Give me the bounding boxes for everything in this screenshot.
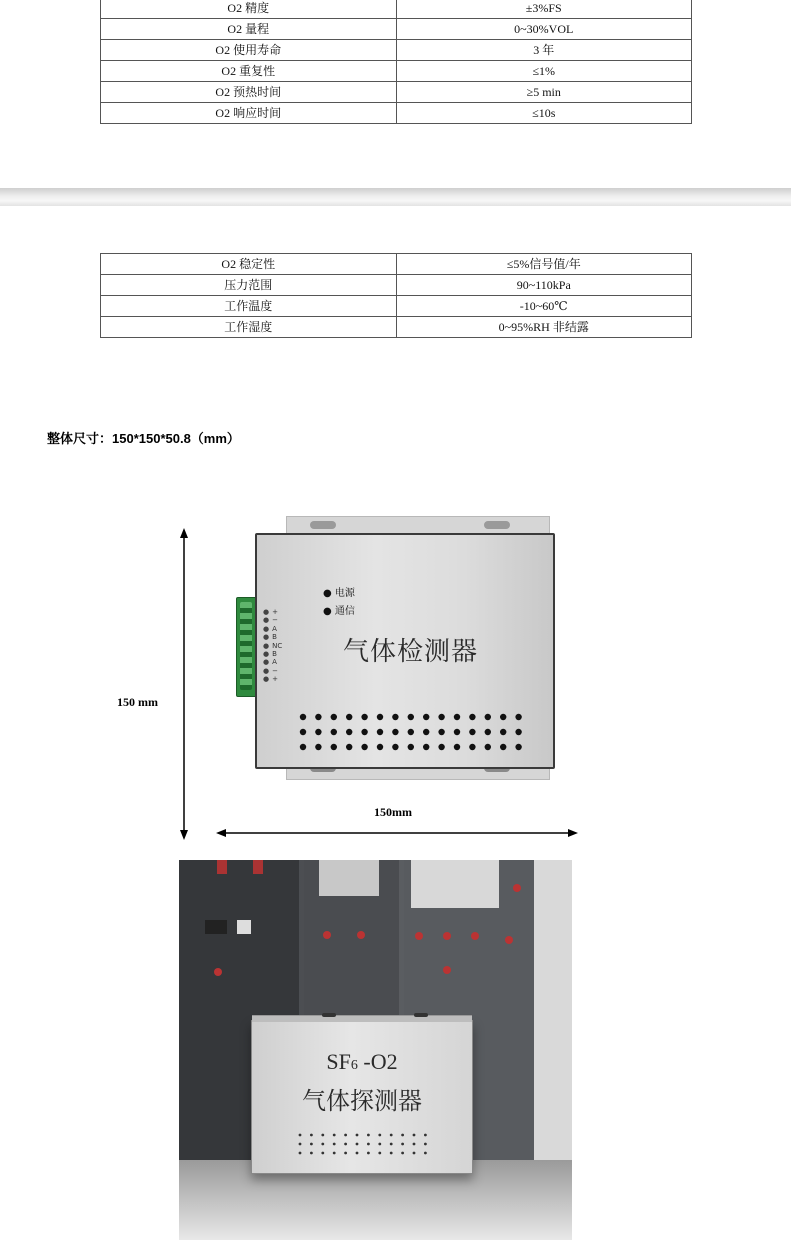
terminal-label: ● B — [263, 650, 277, 659]
mounting-slot — [310, 521, 336, 529]
value-cell: ≥5 min — [396, 82, 692, 103]
vent-hole — [299, 1143, 302, 1146]
vent-hole — [346, 729, 352, 735]
vent-hole — [356, 1143, 359, 1146]
vent-hole — [346, 714, 352, 720]
vent-hole — [344, 1143, 347, 1146]
spec-row — [101, 0, 692, 19]
vent-hole — [377, 714, 383, 720]
spec-row — [101, 82, 692, 103]
vent-hole — [515, 714, 521, 720]
vent-hole — [469, 729, 475, 735]
vent-hole — [367, 1152, 370, 1155]
vent-hole — [401, 1134, 404, 1137]
vent-hole — [390, 1152, 393, 1155]
vent-hole — [408, 729, 414, 735]
terminal-label: ● NC — [263, 641, 283, 650]
photo-device-box — [251, 1020, 473, 1174]
vent-hole — [378, 1134, 381, 1137]
width-arrow — [216, 829, 578, 837]
value-cell: 0~30%VOL — [396, 19, 692, 40]
vent-hole — [315, 714, 321, 720]
value-cell: ≤1% — [396, 61, 692, 82]
vent-hole — [438, 714, 444, 720]
device-body — [255, 533, 555, 769]
vent-hole — [390, 1134, 393, 1137]
param-cell: O2 稳定性 — [101, 254, 397, 275]
device-illustration — [180, 505, 600, 805]
vent-hole — [300, 714, 306, 720]
vent-hole — [500, 744, 506, 750]
vent-hole — [408, 714, 414, 720]
vent-hole — [454, 714, 460, 720]
terminal-labels — [263, 608, 287, 684]
vent-hole — [424, 1143, 427, 1146]
section-divider — [0, 188, 791, 206]
vent-hole — [361, 729, 367, 735]
photo-product-name: 气体探测器 — [302, 1087, 422, 1115]
vent-hole — [413, 1143, 416, 1146]
vent-hole — [424, 1152, 427, 1155]
spec-row — [101, 61, 692, 82]
vent-hole — [401, 1152, 404, 1155]
photo-model-text: SF6 -O2 — [326, 1049, 398, 1074]
vent-hole — [331, 714, 337, 720]
param-cell: O2 重复性 — [101, 61, 397, 82]
mounting-slot — [484, 521, 510, 529]
overall-size-text: 整体尺寸：150*150*50.8（mm） — [47, 431, 240, 446]
vent-hole — [321, 1143, 324, 1146]
spec-row — [101, 103, 692, 124]
height-dimension-label: 150 mm — [117, 695, 158, 709]
terminal-label: ● B — [263, 633, 277, 642]
vent-hole — [485, 714, 491, 720]
vent-hole — [377, 744, 383, 750]
param-cell: O2 响应时间 — [101, 103, 397, 124]
terminal-label: ● − — [263, 616, 278, 625]
vent-hole — [438, 744, 444, 750]
vent-hole — [500, 714, 506, 720]
product-photo — [179, 860, 572, 1240]
vent-hole — [315, 744, 321, 750]
value-cell: -10~60℃ — [396, 296, 692, 317]
value-cell: ±3%FS — [396, 0, 692, 19]
spec-row — [101, 296, 692, 317]
led-comm: ● 通信 — [323, 606, 355, 617]
terminal-label: ● + — [263, 675, 278, 684]
vent-hole — [392, 729, 398, 735]
vent-hole — [346, 744, 352, 750]
vent-hole — [310, 1152, 313, 1155]
vent-hole — [367, 1143, 370, 1146]
vent-hole — [299, 1152, 302, 1155]
width-dimension-label: 150mm — [374, 805, 412, 819]
param-cell: 压力范围 — [101, 275, 397, 296]
vent-hole — [315, 729, 321, 735]
vent-hole — [401, 1143, 404, 1146]
vent-hole — [333, 1134, 336, 1137]
vent-hole — [408, 744, 414, 750]
vent-hole — [377, 729, 383, 735]
terminal-label: ● + — [263, 608, 278, 616]
led-dot-icon: ● — [323, 606, 332, 617]
param-cell: O2 使用寿命 — [101, 40, 397, 61]
vent-hole — [469, 744, 475, 750]
vent-hole — [423, 714, 429, 720]
terminal-label: ● − — [263, 666, 278, 675]
param-cell: O2 量程 — [101, 19, 397, 40]
vent-hole — [367, 1134, 370, 1137]
vent-hole — [392, 714, 398, 720]
vent-hole — [361, 744, 367, 750]
vent-hole — [333, 1143, 336, 1146]
spec-table-bottom — [100, 253, 692, 338]
vent-hole — [485, 744, 491, 750]
vent-hole — [300, 729, 306, 735]
vent-hole — [299, 1134, 302, 1137]
vent-grid — [299, 713, 529, 757]
vent-hole — [515, 729, 521, 735]
value-cell: 0~95%RH 非结露 — [396, 317, 692, 338]
spec-row — [101, 19, 692, 40]
vent-hole — [378, 1143, 381, 1146]
terminal-label: ● A — [263, 658, 277, 667]
value-cell: ≤5%信号值/年 — [396, 254, 692, 275]
value-cell: 90~110kPa — [396, 275, 692, 296]
vent-hole — [413, 1152, 416, 1155]
param-cell: O2 精度 — [101, 0, 397, 19]
spec-row — [101, 275, 692, 296]
vent-hole — [356, 1134, 359, 1137]
spec-row — [101, 40, 692, 61]
vent-hole — [310, 1143, 313, 1146]
vent-hole — [344, 1134, 347, 1137]
photo-vent-grid — [296, 1131, 430, 1161]
param-cell: 工作湿度 — [101, 317, 397, 338]
vent-hole — [413, 1134, 416, 1137]
vent-hole — [438, 729, 444, 735]
vent-hole — [310, 1134, 313, 1137]
vent-hole — [469, 714, 475, 720]
vent-hole — [333, 1152, 336, 1155]
vent-hole — [321, 1134, 324, 1137]
vent-hole — [500, 729, 506, 735]
value-cell: 3 年 — [396, 40, 692, 61]
vent-hole — [515, 744, 521, 750]
vent-hole — [424, 1134, 427, 1137]
vent-hole — [485, 729, 491, 735]
vent-hole — [344, 1152, 347, 1155]
vent-hole — [331, 729, 337, 735]
led-power: ● 电源 — [323, 588, 355, 599]
spec-row — [101, 254, 692, 275]
vent-hole — [454, 744, 460, 750]
value-cell: ≤10s — [396, 103, 692, 124]
vent-hole — [454, 729, 460, 735]
vent-hole — [423, 744, 429, 750]
spec-row — [101, 317, 692, 338]
vent-hole — [356, 1152, 359, 1155]
param-cell: 工作温度 — [101, 296, 397, 317]
vent-hole — [321, 1152, 324, 1155]
vent-hole — [378, 1152, 381, 1155]
vent-hole — [331, 744, 337, 750]
vent-hole — [300, 744, 306, 750]
vent-hole — [392, 744, 398, 750]
vent-hole — [361, 714, 367, 720]
terminal-label: ● A — [263, 624, 277, 633]
spec-table-top — [100, 0, 692, 124]
vent-hole — [423, 729, 429, 735]
led-dot-icon: ● — [323, 588, 332, 599]
device-name: 气体检测器 — [343, 637, 479, 667]
param-cell: O2 预热时间 — [101, 82, 397, 103]
vent-hole — [390, 1143, 393, 1146]
